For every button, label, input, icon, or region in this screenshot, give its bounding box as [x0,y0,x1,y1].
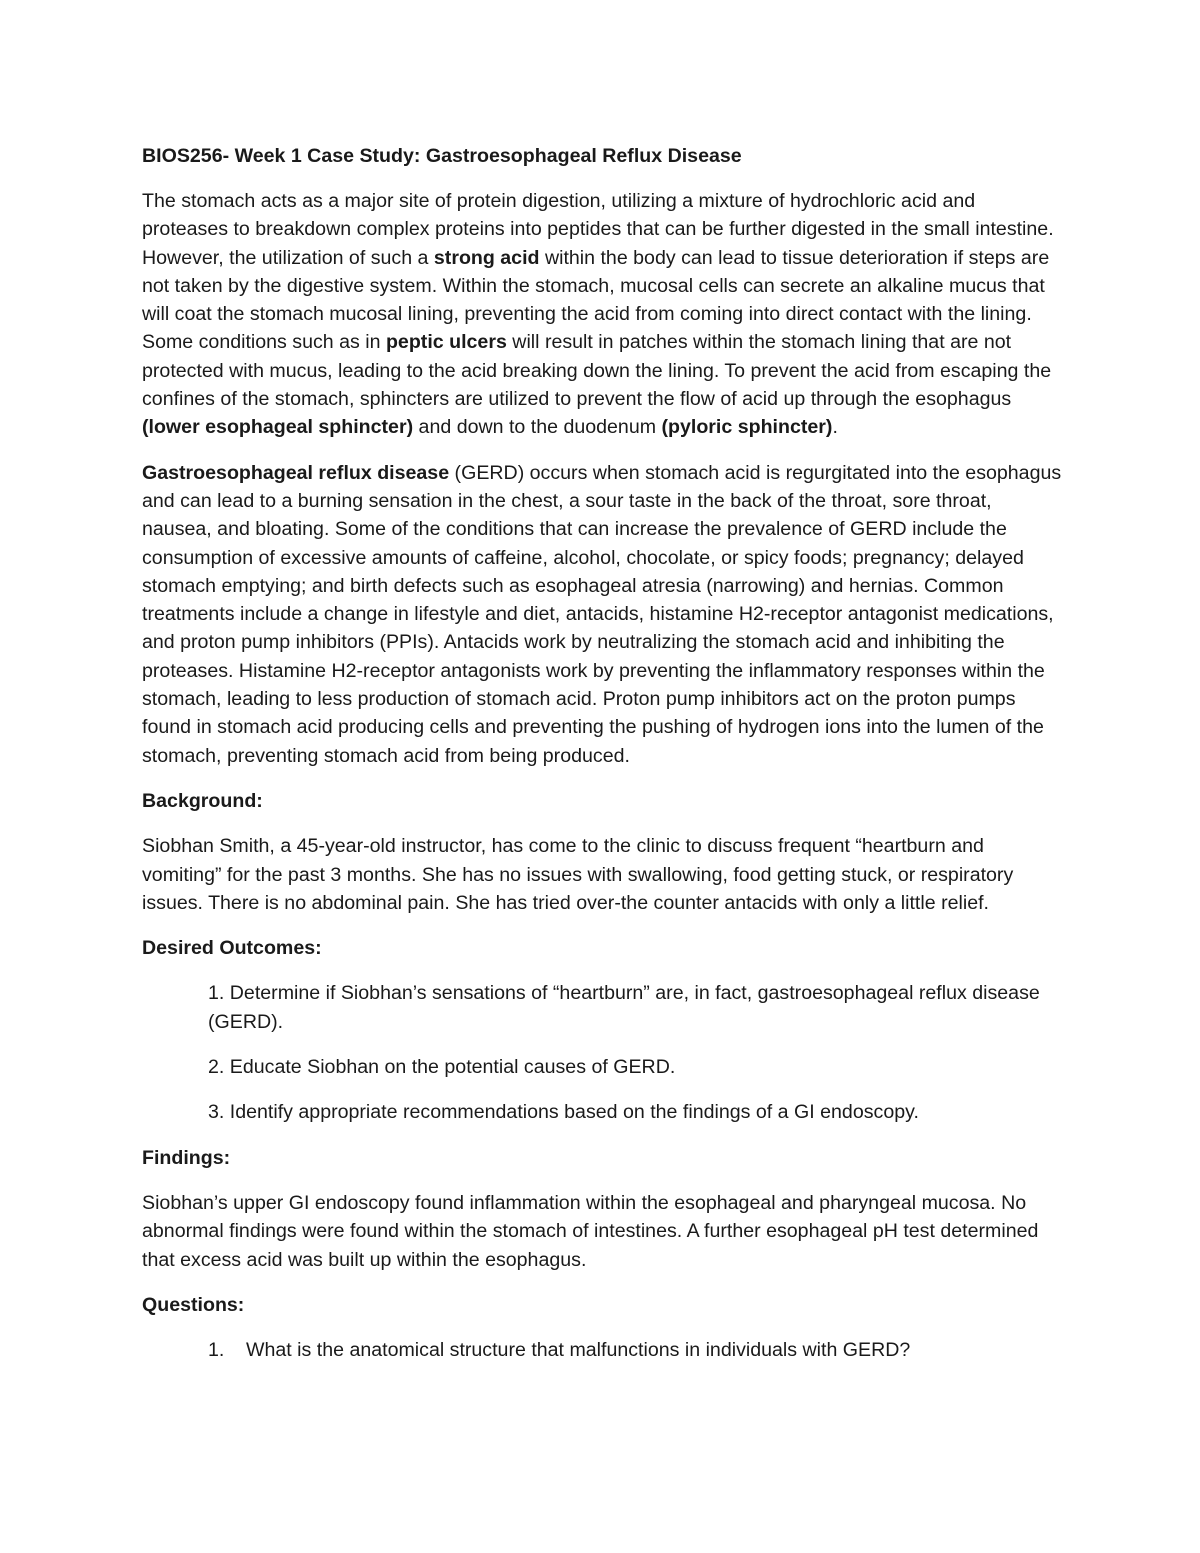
document-title: BIOS256- Week 1 Case Study: Gastroesophageal Reflux Disease [142,145,742,167]
gerd-text: (GERD) occurs when stomach acid is regurgitated into the esophagus and can lead to a burning sensation in the chest, a sour taste in the back of the throat, sore throat, nausea, and bloating. Some of the conditions that can increase the prevalence of GERD include the consumption of excessive amounts of caffeine, alcohol, chocolate, or spicy foods; pregnancy; delayed stomach emptying; and birth defects such as esophageal atresia (narrowing) and hernias. Common treatments include a change in lifestyle and diet, antacids, histamine H2-receptor antagonist medications, and proton pump inhibitors (PPIs). Antacids work by neutralizing the stomach acid and inhibiting the proteases. Histamine H2-receptor antagonists work by preventing the inflammatory responses within the stomach, leading to less production of stomach acid. Proton pump inhibitors act on the proton pumps found in stomach acid producing cells and preventing the pushing of hydrogen ions into the lumen of the stomach, preventing stomach acid from being produced. [142,461,1062,767]
question-text: What is the anatomical structure that malfunctions in individuals with GERD? [246,1339,911,1362]
document-body [142,142,1062,1381]
intro-bold-pyloric-sphincter: (pyloric sphincter) [661,416,833,439]
findings-paragraph: Siobhan’s upper GI endoscopy found inflammation within the esophageal and pharyngeal mucosa. No abnormal findings were found within the stomach of intestines. A further esophageal pH test determined that excess acid was built up within the esophagus. [142,1191,1039,1271]
question-item [142,1336,1062,1364]
intro-text-3: will result in patches within the stomach lining that are not protected with mucus, leading to the acid breaking down the lining. To prevent the acid from escaping the confines of the stomach, sphincters are utilized to prevent the flow of acid up through the esophagus [142,331,1052,411]
outcome-item: 1. Determine if Siobhan’s sensations of “heartburn” are, in fact, gastroesophageal reflux disease (GERD). [208,982,1040,1033]
gerd-paragraph [142,459,1062,770]
intro-text-5: . [832,416,838,439]
intro-text-2: within the body can lead to tissue deterioration if steps are not taken by the digestive system. Within the stomach, mucosal cells can secrete an alkaline mucus that will coat the stomach mucosal lining, preventing the acid from coming into direct contact with the lining. Some conditions such as in [142,246,1050,354]
questions-heading: Questions: [142,1293,245,1316]
question-number: 1. [208,1339,225,1362]
intro-bold-lower-sphincter: (lower esophageal sphincter) [142,416,414,439]
intro-bold-peptic-ulcers: peptic ulcers [385,331,507,354]
intro-text-1: The stomach acts as a major site of protein digestion, utilizing a mixture of hydrochloric acid and proteases to breakdown complex proteins into peptides that can be further digested in the small intestine. However, the utilization of such a [142,190,1054,269]
background-heading: Background: [142,789,263,812]
findings-heading: Findings: [142,1146,231,1169]
intro-paragraph [142,187,1062,442]
intro-bold-strong-acid: strong acid [433,246,540,269]
outcomes-heading: Desired Outcomes: [142,937,322,960]
intro-text-4: and down to the duodenum [413,416,662,439]
outcome-item: 2. Educate Siobhan on the potential causes of GERD. [208,1056,676,1079]
background-paragraph: Siobhan Smith, a 45-year-old instructor, has come to the clinic to discuss frequent “heartburn and vomiting” for the past 3 months. She has no issues with swallowing, food getting stuck, or respiratory issues. There is no abdominal pain. She has tried over-the counter antacids with only a little relief. [142,835,1014,914]
outcome-item: 3. Identify appropriate recommendations based on the findings of a GI endoscopy. [208,1101,919,1124]
gerd-bold-term: Gastroesophageal reflux disease [142,461,450,484]
